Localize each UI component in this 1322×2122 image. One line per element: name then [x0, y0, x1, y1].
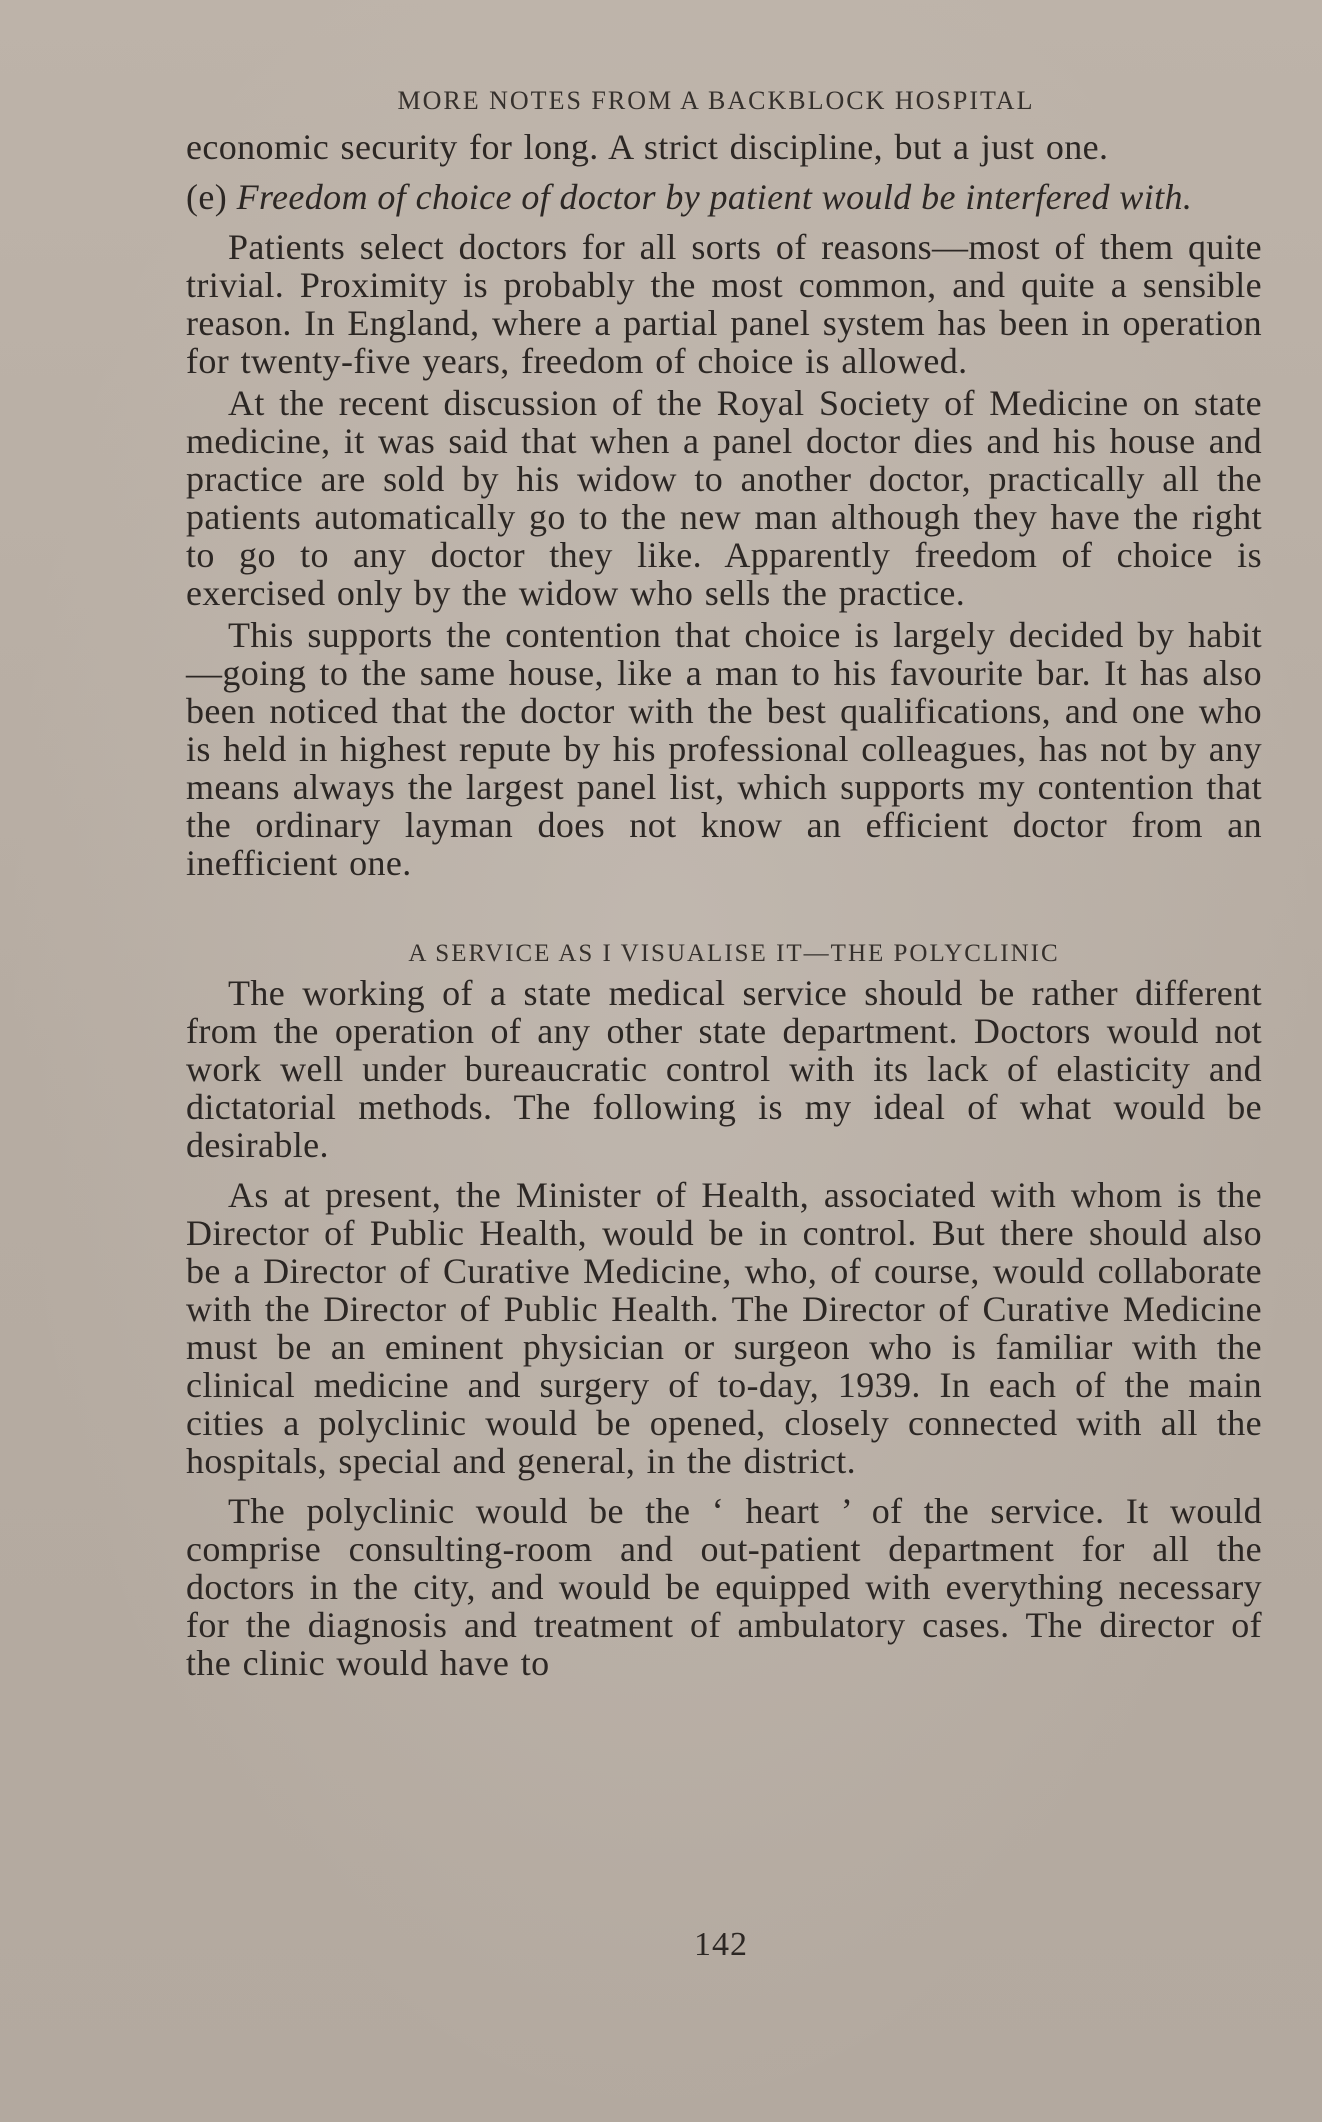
section-heading: A SERVICE AS I VISUALISE IT—THE POLYCLINIC [408, 940, 1060, 967]
paragraph: At the recent discussion of the Royal Society of Medicine on state medicine, it was said that when a panel doctor dies and his house and practice are sold by his widow to another doctor, practically all the patients automatically go to the new man although they have the right to go to any doctor they like. Apparently freedom of choice is exercised only by the widow who sells the practice. [186, 383, 1262, 613]
paragraph: This supports the contention that choice is largely decided by habit—going to the same house, like a man to his favourite bar. It has also been noticed that the doctor with the best qualifications, and one who is held in highest repute by his professional colleagues, has not by any means always the largest panel list, which supports my contention that the ordinary layman does not know an efficient doctor from an inefficient one. [186, 615, 1262, 883]
running-title: MORE NOTES FROM A BACKBLOCK HOSPITAL [397, 86, 1035, 115]
body-text [186, 128, 1262, 1682]
paragraph: Patients select doctors for all sorts of reasons—most of them quite trivial. Proximity is probably the most common, and quite a sensible reason. In England, where a partial panel system has been in operation for twenty-five years, freedom of choice is allowed. [186, 227, 1262, 381]
list-item-label: (e) [186, 177, 228, 217]
page-number-area [0, 1926, 1322, 1964]
paragraph: The polyclinic would be the ‘ heart ’ of the service. It would comprise consulting-room and out-patient department for all the doctors in the city, and would be equipped with everything necessary for the diagnosis and treatment of ambulatory cases. The director of the clinic would have to [186, 1491, 1262, 1683]
list-item-text: Freedom of choice of doctor by patient would be interfered with. [236, 177, 1193, 217]
paragraph: The working of a state medical service should be rather different from the operation of any other state department. Doctors would not work well under bureaucratic control with its lack of elasticity and dictatorial methods. The following is my ideal of what would be desirable. [186, 973, 1262, 1165]
paragraph: As at present, the Minister of Health, associated with whom is the Director of Public Health, would be in control. But there should also be a Director of Curative Medicine, who, of course, would collaborate with the Director of Public Health. The Director of Curative Medicine must be an eminent physician or surgeon who is familiar with the clinical medicine and surgery of to-day, 1939. In each of the main cities a polyclinic would be opened, closely connected with all the hospitals, special and general, in the district. [186, 1175, 1262, 1481]
running-header [0, 86, 1322, 116]
list-item-e [186, 178, 1262, 216]
page-number: 142 [694, 1926, 748, 1963]
paragraph-continuation: economic security for long. A strict discipline, but a just one. [186, 127, 1109, 167]
